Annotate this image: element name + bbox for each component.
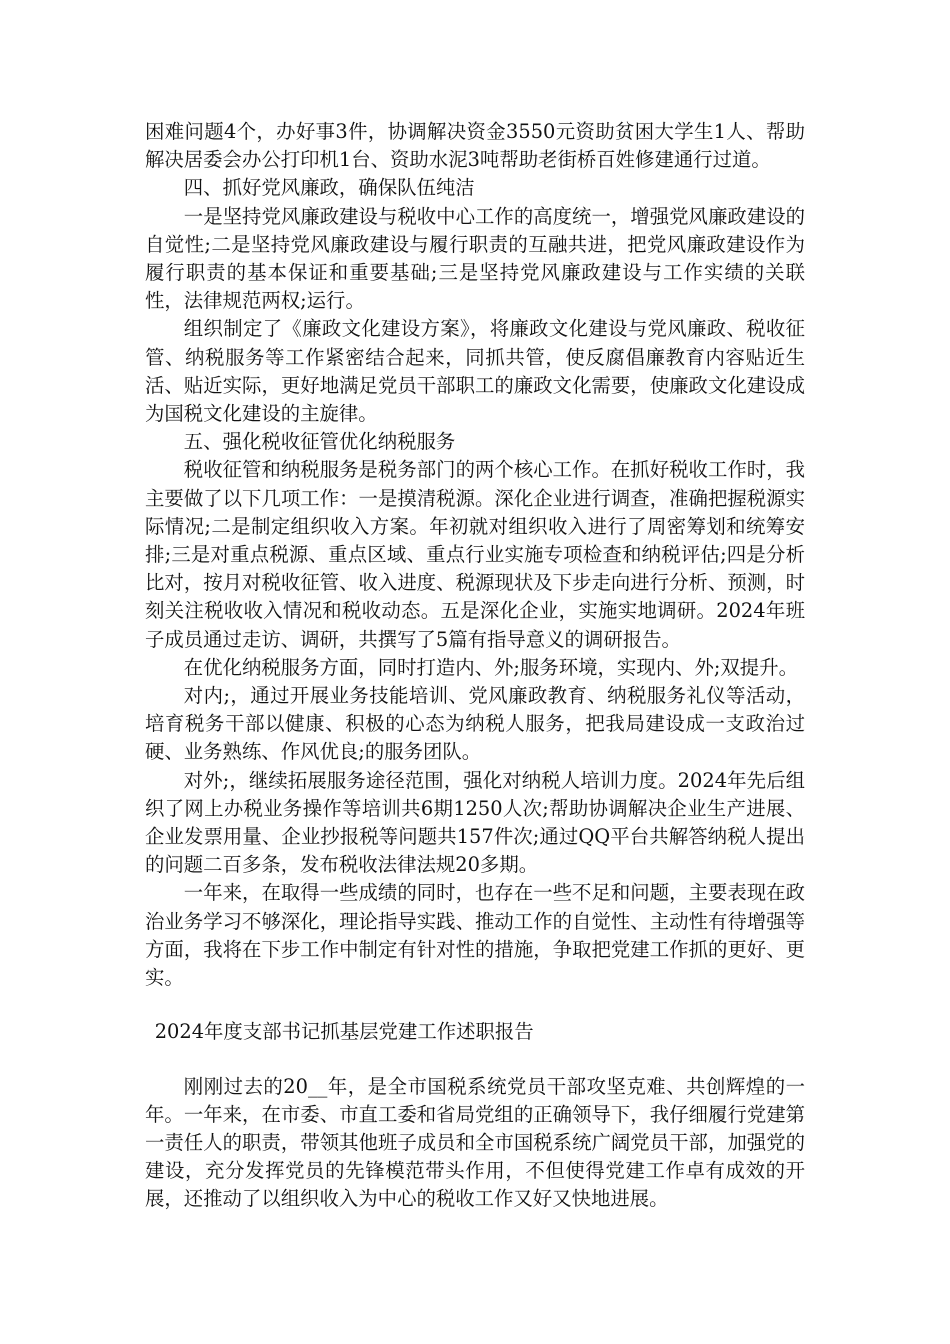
- section-heading-5: 五、强化税收征管优化纳税服务: [183, 430, 456, 454]
- paragraph-report-intro: 刚刚过去的20__年，是全市国税系统党员干部攻坚克难、共创辉煌的一年。一年来，在市委、市直工委和省局党组的正确领导下，我仔细履行党建第一责任人的职责，带领其他班子成员和全市国税系统广阔党员干部，加强党的建设，充分发挥党员的先锋模范带头作用，不但使得党建工作卓有成效的开展，还推动了以组织收入为中心的税收工作又好又快地进展。: [145, 1074, 805, 1211]
- section-heading-4: 四、抓好党风廉政，确保队伍纯洁: [183, 176, 475, 200]
- paragraph-assistance-summary: 困难问题4个，办好事3件，协调解决资金3550元资助贫困大学生1人、帮助解决居委会办公打印机1台、资助水泥3吨帮助老街桥百姓修建通行过道。: [145, 120, 805, 172]
- paragraph-internal: 对内;，通过开展业务技能培训、党风廉政教育、纳税服务礼仪等活动，培育税务干部以健康、积极的心态为纳税人服务，把我局建设成一支政治过硬、业务熟练、作风优良;的服务团队。: [145, 684, 805, 764]
- paragraph-culture-plan: 组织制定了《廉政文化建设方案》，将廉政文化建设与党风廉政、税收征管、纳税服务等工作紧密结合起来，同抓共管，使反腐倡廉教育内容贴近生活、贴近实际，更好地满足党员干部职工的廉政文化需要，使廉政文化建设成为国税文化建设的主旋律。: [145, 317, 805, 426]
- paragraph-tax-collection: 税收征管和纳税服务是税务部门的两个核心工作。在抓好税收工作时，我主要做了以下几项工作：一是摸清税源。深化企业进行调查，准确把握税源实际情况;二是制定组织收入方案。年初就对组织收入进行了周密筹划和统筹安排;三是对重点税源、重点区域、重点行业实施专项检查和纳税评估;四是分析比对，按月对税收征管、收入进度、税源现状及下步走向进行分析、预测，时刻关注税收收入情况和税收动态。五是深化企业，实施实地调研。2024年班子成员通过走访、调研，共撰写了5篇有指导意义的调研报告。: [145, 458, 805, 651]
- paragraph-shortcomings: 一年来，在取得一些成绩的同时，也存在一些不足和问题，主要表现在政治业务学习不够深化，理论指导实践、推动工作的自觉性、主动性有待增强等方面，我将在下步工作中制定有针对性的措施，争取把党建工作抓的更好、更实。: [145, 881, 805, 990]
- paragraph-integrity-building: 一是坚持党风廉政建设与税收中心工作的高度统一，增强党风廉政建设的自觉性;二是坚持党风廉政建设与履行职责的互融共进，把党风廉政建设作为履行职责的基本保证和重要基础;三是坚持党风廉政建设与工作实绩的关联性，法律规范两权;运行。: [145, 204, 805, 313]
- paragraph-external: 对外;，继续拓展服务途径范围，强化对纳税人培训力度。2024年先后组织了网上办税业务操作等培训共6期1250人次;帮助协调解决企业生产进展、企业发票用量、企业抄报税等问题共157件次;通过QQ平台共解答纳税人提出的问题二百多条，发布税收法律法规20多期。: [145, 768, 805, 877]
- report-title: 2024年度支部书记抓基层党建工作述职报告: [154, 1020, 534, 1044]
- paragraph-service-optimization: 在优化纳税服务方面，同时打造内、外;服务环境，实现内、外;双提升。: [183, 655, 798, 679]
- document-page: [145, 118, 805, 1214]
